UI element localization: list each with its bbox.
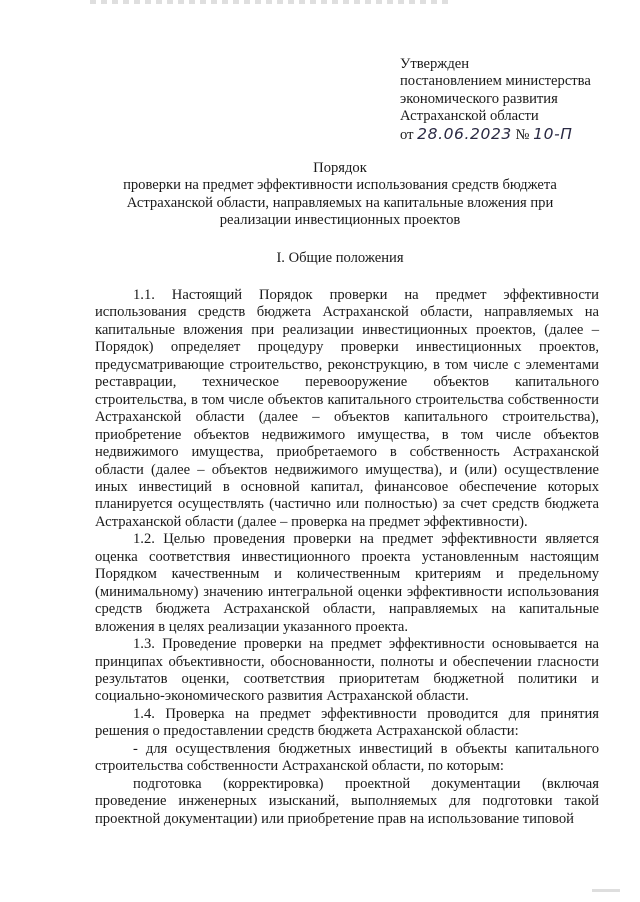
handwritten-date: 28.06.2023 [417, 124, 512, 143]
number-sign: № [515, 126, 530, 143]
scan-edge-artifact [90, 0, 450, 4]
title-line: реализации инвестиционных проектов [219, 212, 461, 229]
section-heading: I. Общие положения [276, 250, 404, 266]
title-line: Астраханской области, направляемых на капитальные вложения при [126, 194, 554, 211]
paragraph: 1.1. Настоящий Порядок проверки на предмет эффективности использования средств бюджета Астраханской области, направляемых на капитальные вложения при реализации инвестиционных проектов, (далее – Порядок) определяет процедуру проверки инвестиционных проектов, предусматривающие строительство, реконструкцию, в том числе с элементами реставрации, техническое перевооружение объектов капитального строительства, в том числе объектов капитального строительства собственности Астраханской области (далее – объектов капитального строительства), приобретение объектов недвижимого имущества, в том числе объектов недвижимого имущества, приобретаемого в собственность Астраханской области (далее – объектов недвижимого имущества), и (или) осуществление иных инвестиций в основной капитал, финансовое обеспечение которых планируется осуществлять (частично или полностью) за счет средств бюджета Астраханской области (далее – проверка на предмет эффективности). [95, 287, 599, 530]
title-line: проверки на предмет эффективности использования средств бюджета [123, 177, 557, 194]
document-body [95, 287, 599, 828]
document-title [90, 160, 590, 230]
paragraph: подготовка (корректировка) проектной документации (включая проведение инженерных изысканий, выполняемых для подготовки такой проектной документации) или приобретение прав на использование типовой [95, 775, 599, 827]
paragraph: 1.2. Целью проведения проверки на предмет эффективности является оценка соответствия инвестиционного проекта установленным настоящим Порядком качественным и количественным критериям и предельному (минимальному) значению интегральной оценки эффективности использования средств бюджета Астраханской области, направляемых на капитальные вложения в целях реализации указанного проекта. [95, 531, 599, 635]
approval-line: экономического развития [400, 90, 558, 107]
scan-corner-artifact [592, 889, 620, 892]
paragraph: 1.4. Проверка на предмет эффективности проводится для принятия решения о предоставлении средств бюджета Астраханской области: [95, 705, 599, 740]
approval-date-line [400, 126, 630, 144]
date-prefix: от [400, 126, 414, 143]
approval-line: постановлением министерства [400, 73, 591, 90]
approval-line: Астраханской области [400, 108, 539, 125]
handwritten-number: 10-П [533, 124, 573, 143]
approval-line: Утвержден [400, 56, 470, 72]
paragraph: 1.3. Проведение проверки на предмет эффективности основывается на принципах объективности, обоснованности, полноты и обеспечении гласности результатов оценки, соответствия приоритетам бюджетной политики и социально-экономического развития Астраханской области. [95, 636, 599, 705]
title-line: Порядок [313, 160, 367, 176]
paragraph: - для осуществления бюджетных инвестиций в объекты капитального строительства собственности Астраханской области, по которым: [95, 740, 599, 775]
approval-stamp [400, 56, 630, 144]
